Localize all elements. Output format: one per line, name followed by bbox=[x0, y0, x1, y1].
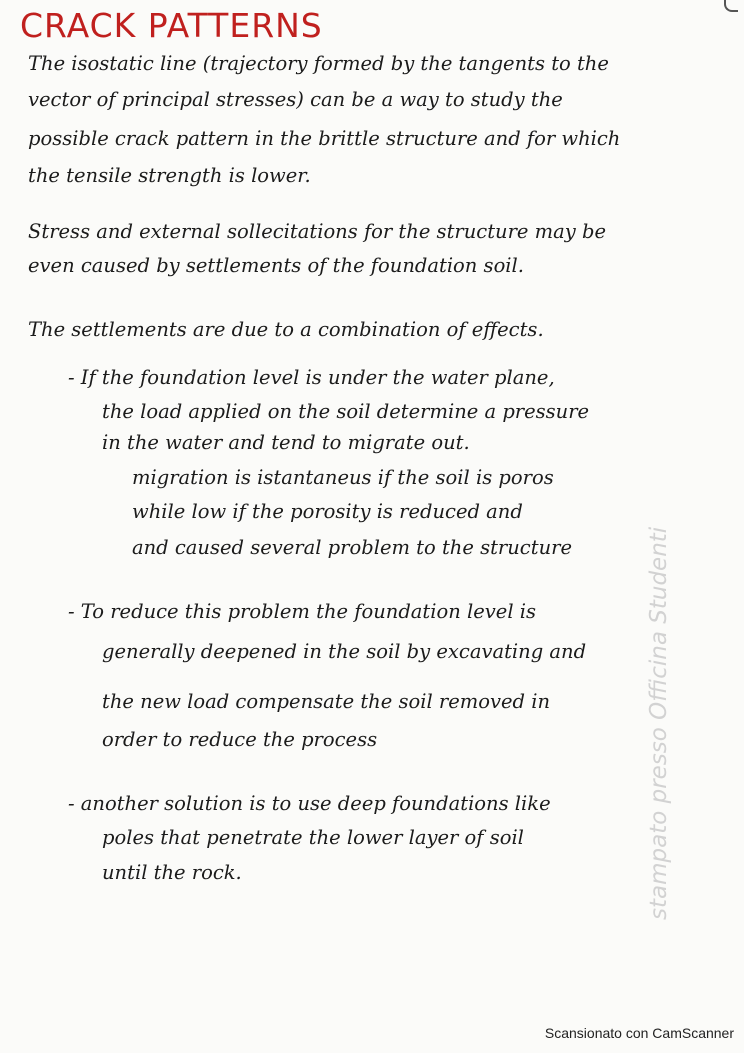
page-corner-mark bbox=[724, 0, 738, 12]
text-line: while low if the porosity is reduced and bbox=[132, 500, 523, 523]
text-line: and caused several problem to the structure bbox=[132, 536, 572, 559]
text-line: order to reduce the process bbox=[102, 728, 378, 751]
scanner-footer: Scansionato con CamScanner bbox=[544, 1025, 734, 1041]
text-line: - If the foundation level is under the water plane, bbox=[68, 366, 555, 389]
text-line: in the water and tend to migrate out. bbox=[102, 431, 470, 454]
text-line: migration is istantaneus if the soil is poros bbox=[132, 466, 554, 489]
text-line: The settlements are due to a combination of effects. bbox=[28, 318, 544, 341]
text-line: the new load compensate the soil removed in bbox=[102, 690, 551, 713]
text-line: until the rock. bbox=[102, 861, 242, 884]
text-line: Stress and external sollecitations for the structure may be bbox=[28, 220, 607, 243]
text-line: - another solution is to use deep foundations like bbox=[68, 792, 551, 815]
text-line: even caused by settlements of the foundation soil. bbox=[28, 254, 524, 277]
text-line: possible crack pattern in the brittle structure and for which bbox=[28, 127, 621, 150]
text-line: generally deepened in the soil by excavating and bbox=[102, 640, 587, 663]
text-line: poles that penetrate the lower layer of soil bbox=[102, 826, 524, 849]
text-line: The isostatic line (trajectory formed by the tangents to the bbox=[28, 52, 609, 75]
text-line: - To reduce this problem the foundation level is bbox=[68, 600, 537, 623]
text-line: the load applied on the soil determine a pressure bbox=[102, 400, 590, 423]
watermark: stampato presso Officina Studenti bbox=[646, 526, 672, 920]
text-line: the tensile strength is lower. bbox=[28, 164, 311, 187]
page-title: CRACK PATTERNS bbox=[20, 6, 323, 45]
text-line: vector of principal stresses) can be a way to study the bbox=[28, 88, 563, 111]
